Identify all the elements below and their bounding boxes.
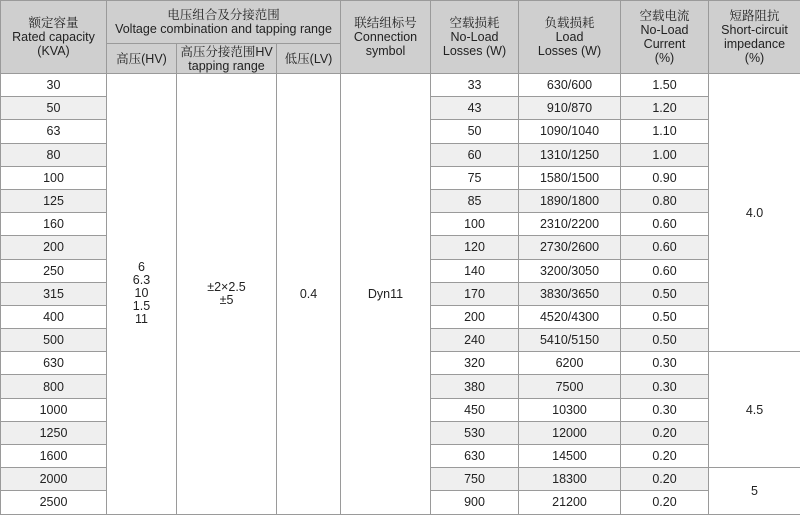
cell-rated-capacity: 30 (1, 74, 107, 97)
header-tapping-en: tapping range (177, 59, 276, 73)
header-noload-current-en2: Current (621, 37, 708, 51)
cell-noload-current: 1.50 (621, 74, 709, 97)
cell-noload-current: 0.20 (621, 491, 709, 514)
header-voltage-combination (107, 1, 341, 44)
header-tapping-cn: 高压分接范围HV (177, 45, 276, 59)
cell-noload-current: 0.50 (621, 282, 709, 305)
cell-load-losses: 630/600 (519, 74, 621, 97)
cell-load-losses: 18300 (519, 468, 621, 491)
cell-noload-current: 0.60 (621, 259, 709, 282)
cell-load-losses: 10300 (519, 398, 621, 421)
header-rated-capacity-unit: (KVA) (1, 44, 106, 58)
cell-noload-current: 0.80 (621, 189, 709, 212)
cell-noload-current: 0.30 (621, 352, 709, 375)
cell-load-losses: 3200/3050 (519, 259, 621, 282)
cell-noload-current: 0.60 (621, 213, 709, 236)
cell-load-losses: 1310/1250 (519, 143, 621, 166)
header-impedance-cn: 短路阻抗 (709, 9, 800, 23)
cell-noload-losses: 450 (431, 398, 519, 421)
header-hv: 高压(HV) (107, 44, 177, 74)
cell-load-losses: 6200 (519, 352, 621, 375)
cell-impedance-group: 4.0 (709, 74, 800, 352)
cell-noload-losses: 50 (431, 120, 519, 143)
header-impedance-unit: (%) (709, 51, 800, 65)
header-connection-cn: 联结组标号 (341, 16, 430, 30)
cell-rated-capacity: 1250 (1, 421, 107, 444)
cell-impedance-group: 5 (709, 468, 800, 514)
cell-load-losses: 3830/3650 (519, 282, 621, 305)
hv-value: 1.5 (107, 300, 176, 313)
cell-noload-losses: 140 (431, 259, 519, 282)
header-connection-en: Connection (341, 30, 430, 44)
cell-load-losses: 4520/4300 (519, 305, 621, 328)
cell-noload-losses: 380 (431, 375, 519, 398)
table-row (1, 74, 800, 97)
cell-noload-losses: 750 (431, 468, 519, 491)
cell-noload-current: 0.50 (621, 329, 709, 352)
cell-noload-current: 0.20 (621, 445, 709, 468)
cell-noload-current: 0.20 (621, 421, 709, 444)
cell-load-losses: 2310/2200 (519, 213, 621, 236)
header-load-losses-en: Load (519, 30, 620, 44)
cell-rated-capacity: 80 (1, 143, 107, 166)
cell-noload-losses: 240 (431, 329, 519, 352)
cell-noload-current: 0.60 (621, 236, 709, 259)
cell-noload-losses: 200 (431, 305, 519, 328)
cell-noload-current: 0.90 (621, 166, 709, 189)
hv-value: 10 (107, 287, 176, 300)
tapping-value: ±5 (177, 294, 276, 307)
hv-value: 6.3 (107, 274, 176, 287)
header-noload-losses-unit: Losses (W) (431, 44, 518, 58)
cell-noload-losses: 85 (431, 189, 519, 212)
header-noload-current-en: No-Load (621, 23, 708, 37)
cell-noload-losses: 43 (431, 97, 519, 120)
header-short-circuit-impedance (709, 1, 800, 74)
header-hv-tapping-range (177, 44, 277, 74)
cell-noload-current: 0.30 (621, 398, 709, 421)
tapping-value: ±2×2.5 (177, 281, 276, 294)
cell-load-losses: 1890/1800 (519, 189, 621, 212)
cell-rated-capacity: 800 (1, 375, 107, 398)
header-load-losses-unit: Losses (W) (519, 44, 620, 58)
cell-impedance-group: 4.5 (709, 352, 800, 468)
cell-rated-capacity: 250 (1, 259, 107, 282)
cell-rated-capacity: 2000 (1, 468, 107, 491)
header-rated-capacity (1, 1, 107, 74)
header-impedance-en2: impedance (709, 37, 800, 51)
cell-load-losses: 14500 (519, 445, 621, 468)
header-load-losses-cn: 负载损耗 (519, 16, 620, 30)
cell-noload-losses: 630 (431, 445, 519, 468)
header-rated-capacity-en: Rated capacity (1, 30, 106, 44)
cell-load-losses: 910/870 (519, 97, 621, 120)
cell-noload-losses: 900 (431, 491, 519, 514)
header-voltage-combination-cn: 电压组合及分接范围 (107, 8, 340, 22)
header-connection-symbol (341, 1, 431, 74)
cell-load-losses: 7500 (519, 375, 621, 398)
cell-noload-losses: 60 (431, 143, 519, 166)
cell-hv-values (107, 74, 177, 515)
cell-load-losses: 5410/5150 (519, 329, 621, 352)
cell-load-losses: 21200 (519, 491, 621, 514)
header-rated-capacity-cn: 额定容量 (1, 16, 106, 30)
cell-noload-current: 0.50 (621, 305, 709, 328)
header-connection-en2: symbol (341, 44, 430, 58)
cell-noload-losses: 33 (431, 74, 519, 97)
header-noload-current (621, 1, 709, 74)
spec-table-body (1, 74, 800, 515)
cell-load-losses: 1090/1040 (519, 120, 621, 143)
cell-rated-capacity: 1600 (1, 445, 107, 468)
hv-value: 11 (107, 313, 176, 326)
cell-tapping-range (177, 74, 277, 515)
cell-rated-capacity: 630 (1, 352, 107, 375)
cell-noload-current: 0.30 (621, 375, 709, 398)
header-impedance-en: Short-circuit (709, 23, 800, 37)
cell-load-losses: 1580/1500 (519, 166, 621, 189)
cell-rated-capacity: 1000 (1, 398, 107, 421)
cell-noload-losses: 170 (431, 282, 519, 305)
header-noload-current-unit: (%) (621, 51, 708, 65)
cell-noload-current: 1.10 (621, 120, 709, 143)
cell-lv-value: 0.4 (277, 74, 341, 515)
cell-rated-capacity: 200 (1, 236, 107, 259)
cell-connection-symbol: Dyn11 (341, 74, 431, 515)
cell-noload-current: 1.00 (621, 143, 709, 166)
cell-noload-losses: 100 (431, 213, 519, 236)
cell-rated-capacity: 100 (1, 166, 107, 189)
header-lv: 低压(LV) (277, 44, 341, 74)
cell-rated-capacity: 125 (1, 189, 107, 212)
cell-noload-current: 1.20 (621, 97, 709, 120)
cell-noload-losses: 75 (431, 166, 519, 189)
header-noload-current-cn: 空载电流 (621, 9, 708, 23)
cell-noload-losses: 530 (431, 421, 519, 444)
header-load-losses (519, 1, 621, 74)
header-noload-losses-en: No-Load (431, 30, 518, 44)
cell-load-losses: 12000 (519, 421, 621, 444)
cell-noload-losses: 120 (431, 236, 519, 259)
cell-rated-capacity: 160 (1, 213, 107, 236)
cell-noload-current: 0.20 (621, 468, 709, 491)
header-voltage-combination-en: Voltage combination and tapping range (107, 22, 340, 36)
cell-rated-capacity: 50 (1, 97, 107, 120)
cell-rated-capacity: 2500 (1, 491, 107, 514)
cell-noload-losses: 320 (431, 352, 519, 375)
cell-rated-capacity: 315 (1, 282, 107, 305)
header-noload-losses (431, 1, 519, 74)
hv-value: 6 (107, 261, 176, 274)
cell-load-losses: 2730/2600 (519, 236, 621, 259)
cell-rated-capacity: 400 (1, 305, 107, 328)
cell-rated-capacity: 500 (1, 329, 107, 352)
header-noload-losses-cn: 空载损耗 (431, 16, 518, 30)
cell-rated-capacity: 63 (1, 120, 107, 143)
